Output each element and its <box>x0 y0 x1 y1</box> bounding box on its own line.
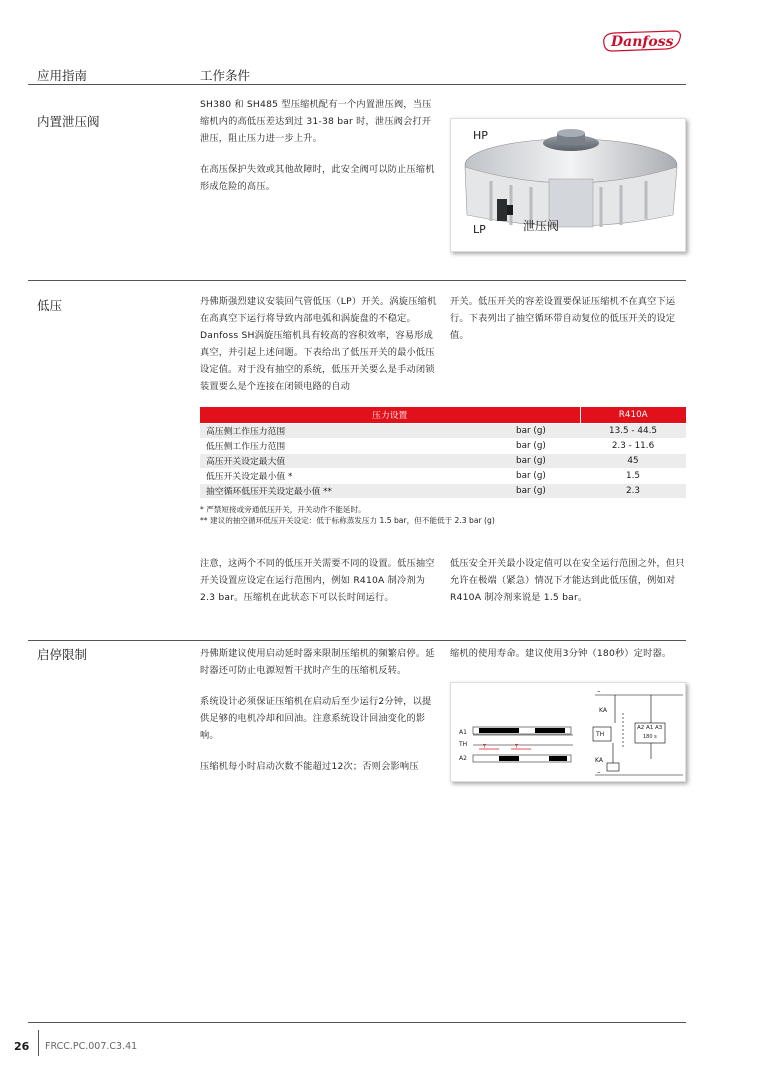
th-label: TH <box>459 741 468 748</box>
table-header-settings: 压力设置 <box>200 407 580 423</box>
row-value: 13.5 - 44.5 <box>580 423 686 438</box>
minus-top: – <box>597 687 601 695</box>
danfoss-logo <box>600 26 684 56</box>
row-label: 低压侧工作压力范围 <box>200 438 510 453</box>
row-value: 1.5 <box>580 468 686 483</box>
low-pressure-right-text: 开关。低压开关的容差设置要保证压缩机不在真空下运行。下表列出了抽空循环带自动复位的低压开关的设定值。 <box>450 296 676 341</box>
cycle-paragraph-3: 压缩机每小时启动次数不能超过12次；否则会影响压 <box>200 761 419 772</box>
minus-bottom: – <box>597 768 601 776</box>
relief-valve-label: 泄压阀 <box>523 219 560 233</box>
row-unit: bar (g) <box>510 453 580 468</box>
table-row <box>200 438 686 453</box>
row-label: 低压开关设定最小值 * <box>200 468 510 483</box>
pressure-settings-table <box>200 407 686 498</box>
row-unit: bar (g) <box>510 468 580 483</box>
timer-tick-1: T <box>483 744 487 750</box>
cycle-left-text <box>200 645 438 789</box>
row-unit: bar (g) <box>510 483 580 498</box>
a2-label: A2 <box>459 755 467 762</box>
table-row <box>200 483 686 498</box>
table-row <box>200 453 686 468</box>
row-unit: bar (g) <box>510 438 580 453</box>
page-number-separator <box>38 1030 39 1056</box>
row-value: 2.3 <box>580 483 686 498</box>
relief-paragraph-2: 在高压保护失效或其他故障时，此安全阀可以防止压缩机形成危险的高压。 <box>200 164 435 192</box>
timing-chart <box>451 683 687 783</box>
cycle-paragraph-1: 丹佛斯建议使用启动延时器来限制压缩机的频繁启停。延时器还可防止电源短暂干扰时产生的压缩机反转。 <box>200 648 435 676</box>
footer-divider <box>28 1022 686 1023</box>
cycle-limit-title: 启停限制 <box>37 647 88 662</box>
row-unit: bar (g) <box>510 423 580 438</box>
th-box-label: TH <box>596 731 605 738</box>
relief-valve-title: 内置泄压阀 <box>37 114 100 129</box>
low-pressure-title: 低压 <box>37 298 63 313</box>
relief-text <box>200 96 438 209</box>
ka-contact-label: KA <box>599 707 607 714</box>
table-row <box>200 423 686 438</box>
cycle-right-text: 缩机的使用寿命。建议使用3分钟（180秒）定时器。 <box>450 648 672 659</box>
low-pressure-left-text: 丹佛斯强烈建议安装回气管低压（LP）开关。涡旋压缩机在高真空下运行将导致内部电弧和涡旋盘的不稳定。Danfoss SH涡旋压缩机具有较高的容积效率，容易形成真空，并引起上述问题。下表给出了低压开关的最小低压设定值。对于没有抽空的系统，低压开关要么是手动闭锁装置要么是个连接在闭锁电路的自动 <box>200 296 437 392</box>
section-heading: 工作条件 <box>200 68 251 83</box>
delay-label: 180 s <box>643 734 657 740</box>
lp-label: LP <box>473 223 486 236</box>
cycle-paragraph-2: 系统设计必须保证压缩机在启动后至少运行2分钟，以提供足够的电机冷却和回油。注意系统设计回油变化的影响。 <box>200 696 432 741</box>
row-label: 高压侧工作压力范围 <box>200 423 510 438</box>
header-divider <box>28 84 686 85</box>
table-row <box>200 468 686 483</box>
row-value: 45 <box>580 453 686 468</box>
relief-paragraph-1: SH380 和 SH485 型压缩机配有一个内置泄压阀，当压缩机内的高低压差达到过 31-38 bar 时，泄压阀会打开泄压，阻止压力进一步上升。 <box>200 99 432 144</box>
document-code: FRCC.PC.007.C3.41 <box>45 1041 138 1052</box>
row-label: 高压开关设定最大值 <box>200 453 510 468</box>
page-number: 26 <box>14 1040 30 1053</box>
note-left-text: 注意，这两个不同的低压开关需要不同的设置。低压抽空开关设置应设定在运行范围内，例如 R410A 制冷剂为 2.3 bar。压缩机在此状态下可以长时间运行。 <box>200 558 435 603</box>
table-footnote-2: ** 建议的抽空循环低压开关设定：低于标称蒸发压力 1.5 bar，但不能低于 2.3 bar (g) <box>200 516 495 525</box>
hp-label: HP <box>473 129 488 142</box>
table-header-refrigerant: R410A <box>580 407 686 423</box>
timer-wiring-diagram <box>450 682 686 782</box>
row-value: 2.3 - 11.6 <box>580 438 686 453</box>
section-divider-2 <box>28 640 686 641</box>
section-divider-1 <box>28 280 686 281</box>
guide-label: 应用指南 <box>37 68 88 83</box>
note-right-text: 低压安全开关最小设定值可以在安全运行范围之外，但只允许在极端（紧急）情况下才能达到此低压值，例如对 R410A 制冷剂来说是 1.5 bar。 <box>450 558 685 603</box>
table-footnote-1: * 严禁短接或旁通低压开关，开关动作不能延时。 <box>200 505 366 514</box>
compressor-figure <box>450 118 686 252</box>
timer-tick-2: T <box>515 744 519 750</box>
ka-coil-label: KA <box>595 757 603 764</box>
brand-text: Danfoss <box>611 34 674 50</box>
row-label: 抽空循环低压开关设定最小值 ** <box>200 483 510 498</box>
terminal-labels: A2 A1 A3 <box>637 725 663 731</box>
a1-label: A1 <box>459 729 467 736</box>
